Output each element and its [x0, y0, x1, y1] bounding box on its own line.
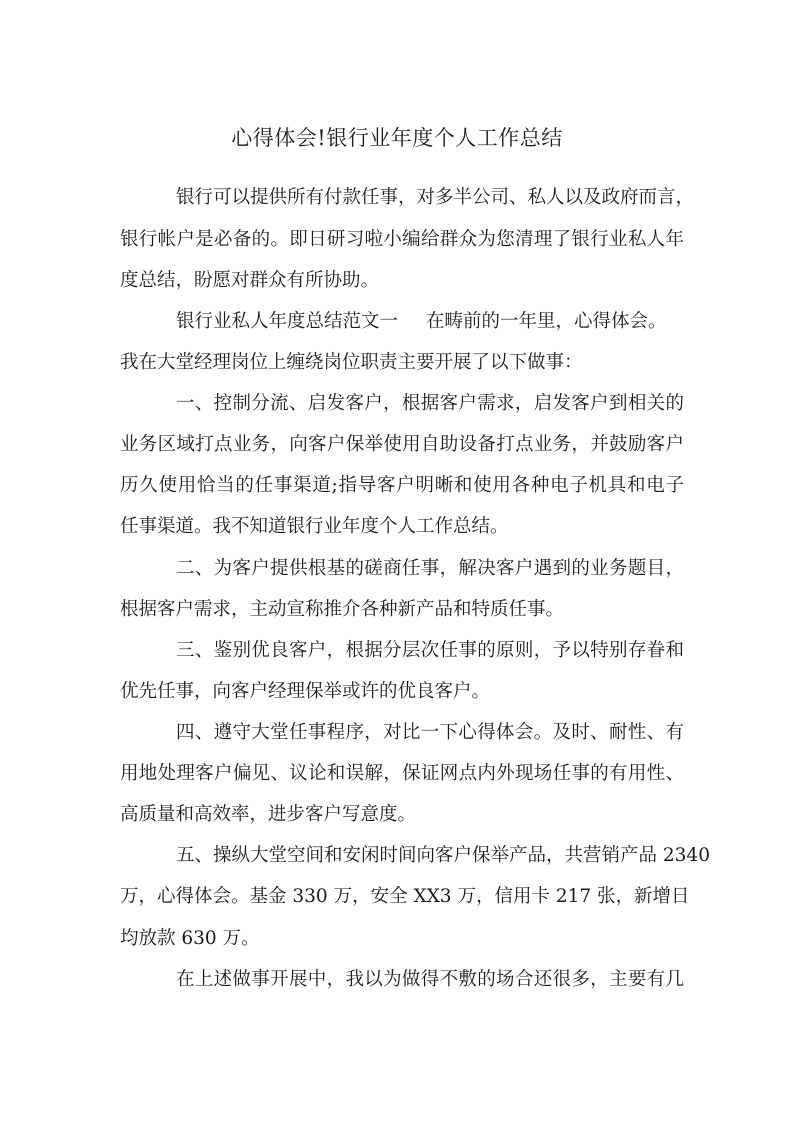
paragraph-line: 均放款 630 万。: [120, 928, 260, 949]
paragraph-line: 我在大堂经理岗位上缠绕岗位职责主要开展了以下做事：: [120, 352, 583, 373]
paragraph-line: 高质量和高效率，进步客户写意度。: [120, 804, 417, 825]
paragraph-line: 历久使用恰当的任事渠道;指导客户明晰和使用各种电子机具和电子: [120, 475, 684, 496]
paragraph-line: 五、操纵大堂空间和安闲时间向客户保举产品，共营销产品 2340: [176, 845, 710, 866]
paragraph-line: 任事渠道。我不知道银行业年度个人工作总结。: [120, 516, 509, 537]
document-title: 心得体会!银行业年度个人工作总结: [231, 126, 563, 150]
paragraph-line: 三、鉴别优良客户，根据分层次任事的原则，予以特别存眷和: [176, 640, 684, 661]
paragraph-line: 一、控制分流、启发客户，根据客户需求，启发客户到相关的: [176, 393, 684, 414]
paragraph-line: 根据客户需求，主动宣称推介各种新产品和特质任事。: [120, 599, 565, 620]
paragraph-line: 四、遵守大堂任事程序，对比一下心得体会。及时、耐性、有: [176, 722, 684, 743]
paragraph-line: 万，心得体会。基金 330 万，安全 XX3 万，信用卡 217 张，新增日: [120, 886, 690, 907]
paragraph-line: 优先任事，向客户经理保举或许的优良客户。: [120, 681, 491, 702]
paragraph-line: 二、为客户提供根基的磋商任事，解决客户遇到的业务题目，: [176, 558, 684, 579]
paragraph-line: 度总结，盼愿对群众有所协助。: [120, 270, 380, 291]
paragraph-line: [176, 309, 667, 335]
paragraph-line: 银行帐户是必备的。即日研习啦小编给群众为您清理了银行业私人年: [120, 229, 684, 250]
paragraph-text: 在畴前的一年里，心得体会。: [426, 311, 667, 332]
paragraph-line: 银行可以提供所有付款任事，对多半公司、私人以及政府而言，: [176, 187, 695, 208]
paragraph-line: 用地处理客户偏见、议论和误解，保证网点内外现场任事的有用性、: [120, 763, 684, 784]
section-heading: 银行业私人年度总结范文一: [176, 311, 399, 332]
paragraph-line: 业务区域打点业务，向客户保举使用自助设备打点业务，并鼓励客户: [120, 434, 684, 455]
paragraph-line: 在上述做事开展中，我以为做得不敷的场合还很多，主要有几: [176, 969, 684, 990]
